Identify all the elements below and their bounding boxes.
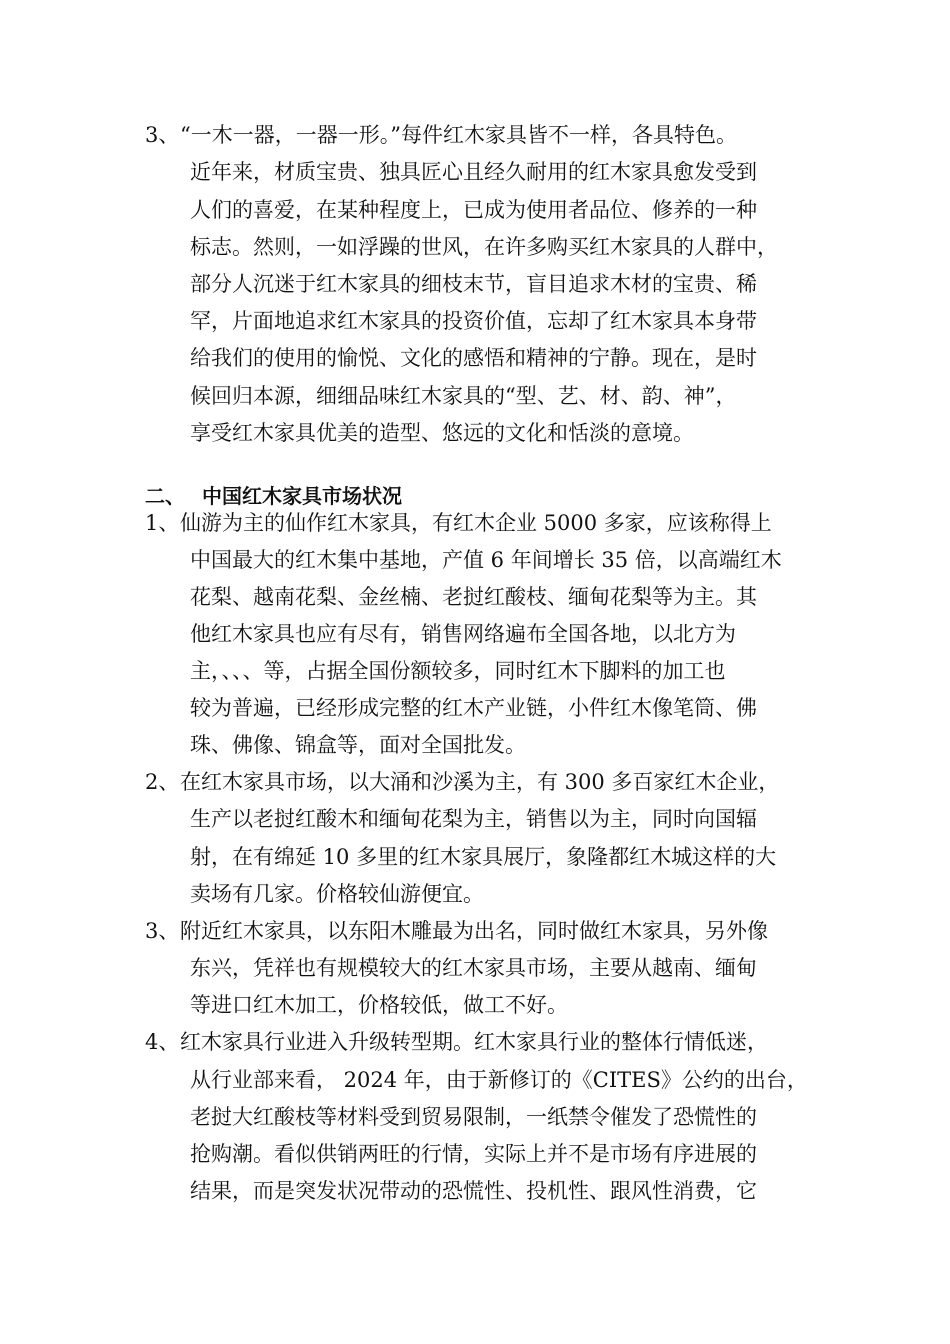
list-item-line: 结果，而是突发状况带动的恐慌性、投机性、跟风性消费，它 [190, 1179, 757, 1203]
list-item-line: 射，在有绵延 10 多里的红木家具展厅，象隆都红木城这样的大 [190, 845, 777, 869]
list-item-number: 4、 [145, 1030, 180, 1054]
list-item-line: 老挝大红酸枝等材料受到贸易限制，一纸禁令催发了恐慌性的 [190, 1105, 757, 1129]
list-item-number: 1、 [145, 511, 180, 535]
list-item-line: 生产以老挝红酸木和缅甸花梨为主，销售以为主，同时向国辐 [190, 807, 757, 831]
paragraph-line: 罕，片面地追求红木家具的投资价值，忘却了红木家具本身带 [190, 309, 757, 333]
paragraph-line: “一木一器，一器一形。”每件红木家具皆不一样，各具特色。 [180, 123, 737, 147]
paragraph-line: 部分人沉迷于红木家具的细枝末节，盲目追求木材的宝贵、稀 [190, 272, 757, 296]
list-item-line: 中国最大的红木集中基地，产值 6 年间增长 35 倍，以高端红木 [190, 548, 782, 572]
list-item-line: 等进口红木加工，价格较低，做工不好。 [190, 993, 568, 1017]
list-item-line: 附近红木家具，以东阳木雕最为出名，同时做红木家具，另外像 [180, 919, 768, 943]
paragraph-line: 人们的喜爱，在某种程度上，已成为使用者品位、修养的一种 [190, 198, 757, 222]
list-item-line: 抢购潮。看似供销两旺的行情，实际上并不是市场有序进展的 [190, 1142, 757, 1166]
list-item-line: 在红木家具市场，以大涌和沙溪为主，有 300 多百家红木企业， [180, 770, 780, 794]
paragraph-line: 近年来，材质宝贵、独具匠心且经久耐用的红木家具愈发受到 [190, 160, 757, 184]
list-item-line: 仙游为主的仙作红木家具，有红木企业 5000 多家，应该称得上 [180, 511, 772, 535]
section-title: 中国红木家具市场状况 [202, 484, 402, 508]
list-item-line: 较为普遍，已经形成完整的红木产业链，小件红木像笔筒、佛 [190, 696, 757, 720]
list-item-line: 他红木家具也应有尽有，销售网络遍布全国各地，以北方为 [190, 622, 736, 646]
list-item-line: 花梨、越南花梨、金丝楠、老挝红酸枝、缅甸花梨等为主。其 [190, 585, 757, 609]
list-item-number: 3、 [145, 919, 180, 943]
paragraph-line: 标志。然则，一如浮躁的世风，在许多购买红木家具的人群中， [190, 235, 778, 259]
list-item-line: 珠、佛像、锦盒等，面对全国批发。 [190, 733, 526, 757]
list-item-number: 2、 [145, 770, 180, 794]
list-item-line: 从行业部来看， 2024 年，由于新修订的《CITES》公约的出台， [190, 1068, 808, 1092]
list-item-line: 卖场有几家。价格较仙游便宜。 [190, 882, 484, 906]
list-item-line: 主，、、、等，占据全国份额较多，同时红木下脚料的加工也 [190, 659, 726, 683]
paragraph-line: 候回归本源，细细品味红木家具的“型、艺、材、韵、神”， [190, 384, 737, 408]
paragraph-line: 享受红木家具优美的造型、悠远的文化和恬淡的意境。 [190, 421, 694, 445]
list-item-line: 东兴，凭祥也有规模较大的红木家具市场，主要从越南、缅甸 [190, 956, 757, 980]
list-item-line: 红木家具行业进入升级转型期。红木家具行业的整体行情低迷， [180, 1030, 768, 1054]
paragraph-number: 3、 [145, 123, 180, 147]
paragraph-line: 给我们的使用的愉悦、文化的感悟和精神的宁静。现在，是时 [190, 346, 757, 370]
section-number: 二、 [145, 484, 185, 508]
